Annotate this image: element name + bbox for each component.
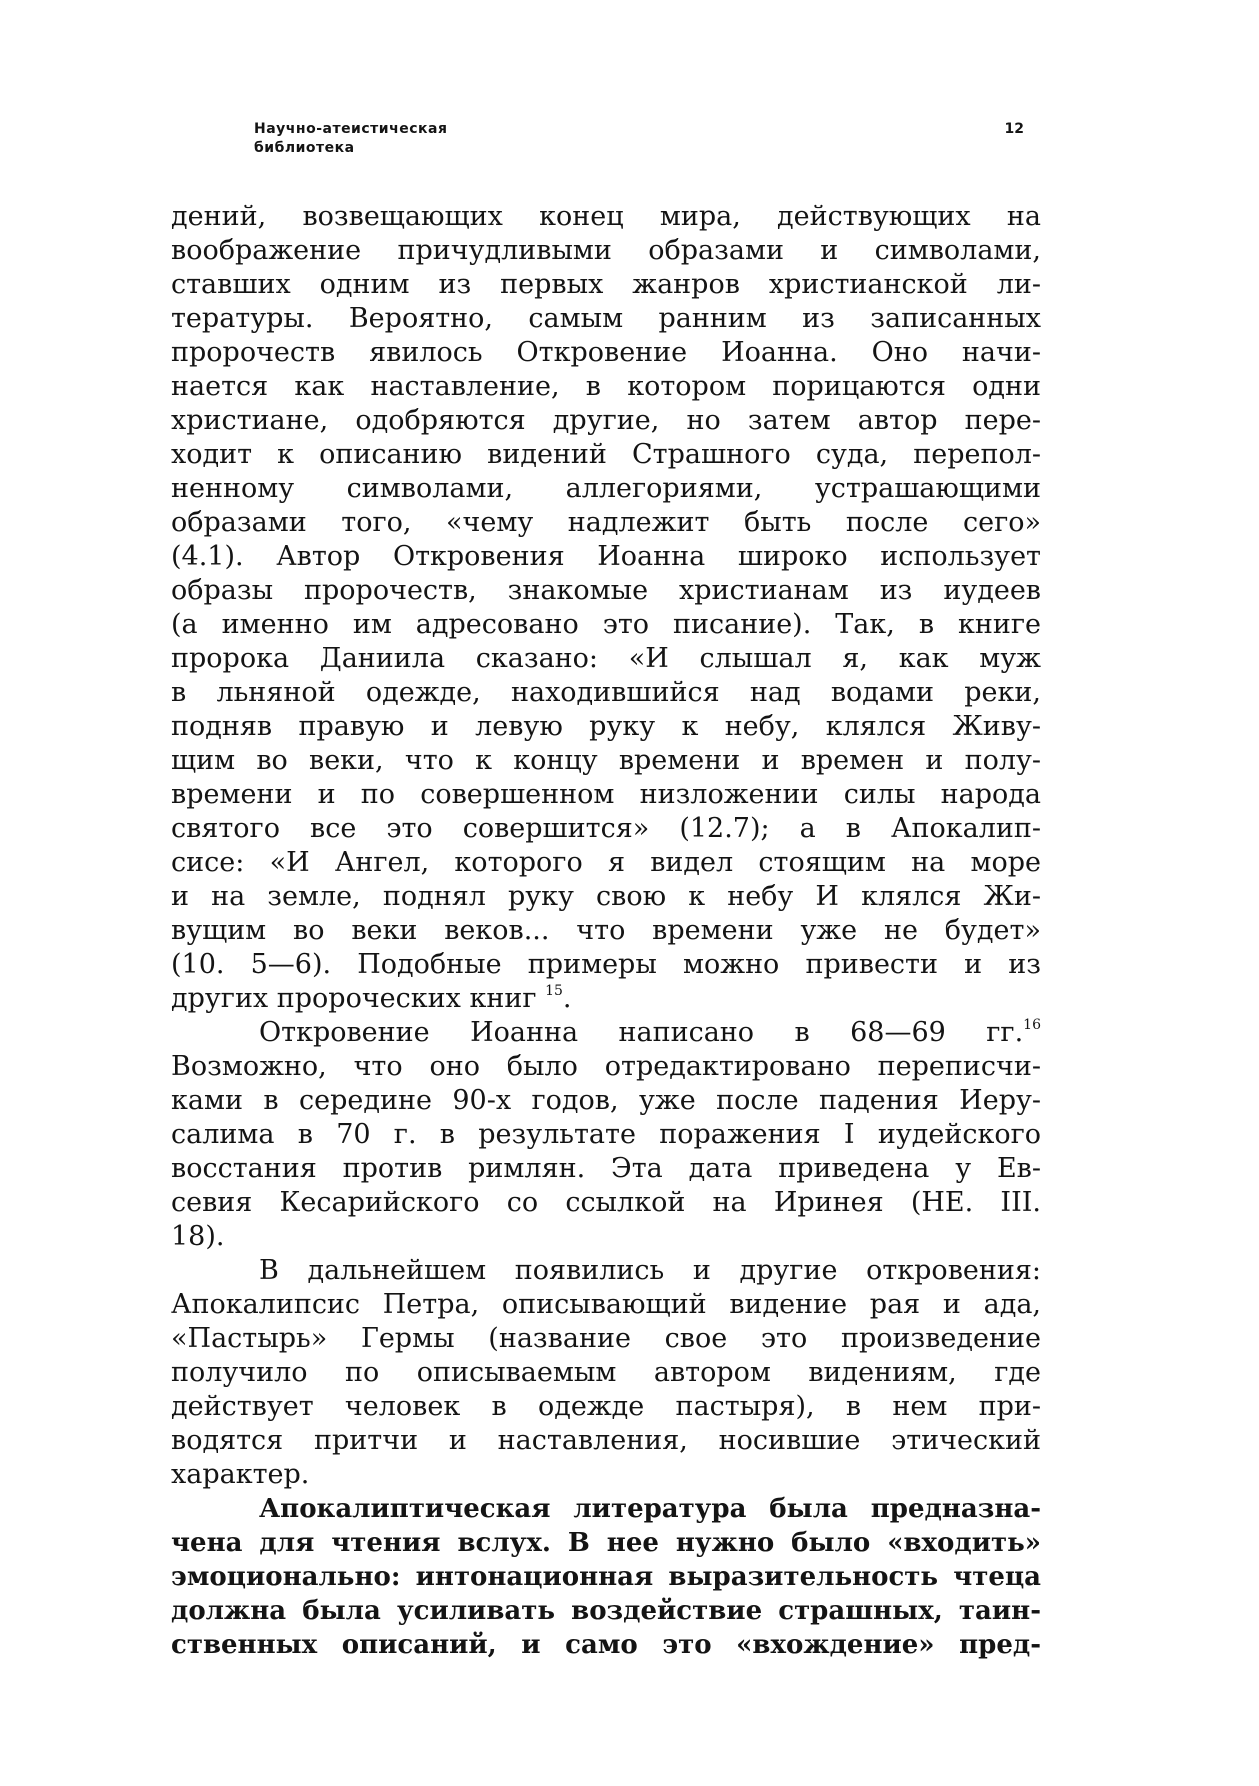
text-line: пророка Даниила сказано: «И слышал я, как муж [171,643,1041,674]
paragraph-start-line: Апокалиптическая литература была предназна- [259,1494,1041,1524]
sentence-end: . [562,983,572,1014]
text-line: чена для чтения вслух. В нее нужно было «входить» [171,1528,1041,1558]
running-header [254,120,1024,164]
text-line: ственных описаний, и само это «вхождение» пред- [171,1630,1041,1660]
text-line: (10. 5—6). Подобные примеры можно привести и из [171,949,1041,980]
text-line: образы пророчеств, знакомые христианам из иудеев [171,575,1041,606]
text-line: водятся притчи и наставления, носившие этический [171,1425,1041,1456]
text-line: подняв правую и левую руку к небу, клялся Живу- [171,711,1041,742]
text-line: ками в середине 90-х годов, уже после падения Иеру- [171,1085,1041,1116]
text-line: должна была усиливать воздействие страшных, таин- [171,1596,1041,1626]
text-line: образами того, «чему надлежит быть после сего» [171,507,1041,538]
text-line: салима в 70 г. в результате поражения I иудейского [171,1119,1041,1150]
text-line: вущим во веки веков... что времени уже не будет» [171,915,1041,946]
text-line: (а именно им адресовано это писание). Так, в книге [171,609,1041,640]
footnote-ref-16: 16 [1023,1017,1041,1033]
text-line: пророчеств явилось Откровение Иоанна. Оно начи- [171,337,1041,368]
paragraph-start-line: В дальнейшем появились и другие откровения: [259,1255,1041,1286]
text-line: времени и по совершенном низложении силы народа [171,779,1041,810]
text-line: нается как наставление, в котором порицаются одни [171,371,1041,402]
body-text [171,200,1041,1662]
text-line: тературы. Вероятно, самым ранним из записанных [171,303,1041,334]
text-line: Апокалипсис Петра, описывающий видение рая и ада, [171,1289,1041,1320]
text-line: (4.1). Автор Откровения Иоанна широко использует [171,541,1041,572]
text-line: ненному символами, аллегориями, устрашающими [171,473,1041,504]
text-line: ходит к описанию видений Страшного суда, перепол- [171,439,1041,470]
text-line-with-footnote [171,982,1041,1016]
text-line: 18). [171,1221,225,1252]
text-line: эмоционально: интонационная выразительность чтеца [171,1562,1041,1592]
text-line: «Пастырь» Гермы (название свое это произведение [171,1323,1041,1354]
text-line-content: Откровение Иоанна написано в 68—69 гг. [259,1017,1024,1048]
text-line: севия Кесарийского со ссылкой на Иринея (HE. III. [171,1187,1041,1218]
text-line: в льняной одежде, находившийся над водами реки, [171,677,1041,708]
text-line: Возможно, что оно было отредактировано переписчи- [171,1051,1041,1082]
text-line: святого все это совершится» (12.7); а в Апокалип- [171,813,1041,844]
text-line: получило по описываемым автором видениям, где [171,1357,1041,1388]
text-line: христиане, одобряются другие, но затем автор пере- [171,405,1041,436]
text-line: ставших одним из первых жанров христианской ли- [171,269,1041,300]
page-number: 12 [1004,121,1024,137]
text-line: сисе: «И Ангел, которого я видел стоящим на море [171,847,1041,878]
text-line-content: других пророческих книг [171,983,537,1014]
text-line: действует человек в одежде пастыря), в нем при- [171,1391,1041,1422]
series-title-line-2: библиотека [254,140,355,156]
text-line: воображение причудливыми образами и символами, [171,235,1041,266]
footnote-ref-15: 15 [545,983,563,999]
text-line: и на земле, поднял руку свою к небу И клялся Жи- [171,881,1041,912]
text-line: характер. [171,1459,310,1490]
text-line: дений, возвещающих конец мира, действующих на [171,201,1041,232]
text-line: восстания против римлян. Эта дата приведена у Ев- [171,1153,1041,1184]
paragraph-start-line-with-footnote [171,1016,1041,1050]
series-title [254,120,447,158]
series-title-line-1: Научно-атеистическая [254,121,448,137]
text-line: щим во веки, что к концу времени и времен и полу- [171,745,1041,776]
